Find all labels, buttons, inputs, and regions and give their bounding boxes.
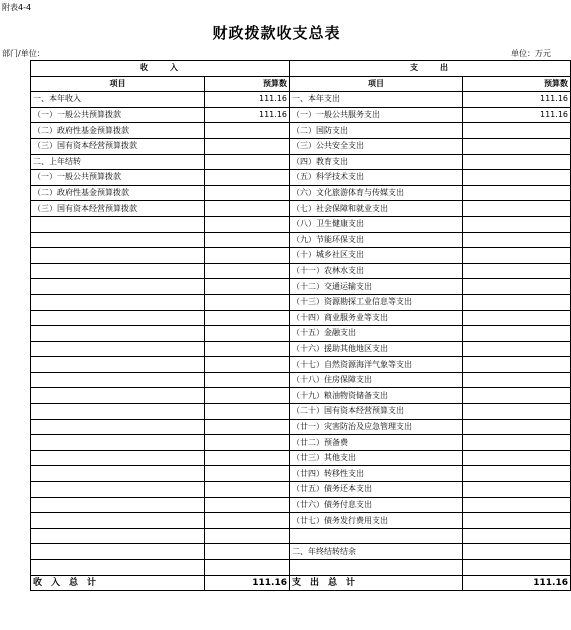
income-total-label: 收入总计	[31, 575, 205, 591]
expense-amount-cell	[463, 513, 571, 529]
income-amount-cell	[205, 123, 290, 139]
expense-amount-cell	[463, 294, 571, 310]
income-amount-cell	[205, 435, 290, 451]
expense-amount-cell	[463, 544, 571, 560]
income-amount-cell	[205, 341, 290, 357]
table-row	[31, 560, 571, 576]
table-row	[31, 248, 571, 264]
expense-item-cell: （十八）住房保障支出	[290, 372, 463, 388]
table-row	[31, 263, 571, 279]
expense-item-cell: （十一）农林水支出	[290, 263, 463, 279]
table-row	[31, 357, 571, 373]
table-row	[31, 138, 571, 154]
table-row	[31, 528, 571, 544]
expense-amount-cell	[463, 482, 571, 498]
income-amount-cell	[205, 201, 290, 217]
income-item-cell	[31, 497, 205, 513]
table-row	[31, 497, 571, 513]
table-row	[31, 466, 571, 482]
expense-item-cell	[290, 528, 463, 544]
income-amount-cell	[205, 170, 290, 186]
income-item-cell	[31, 310, 205, 326]
table-row	[31, 482, 571, 498]
table-row	[31, 388, 571, 404]
unit-label: 单位：万元	[511, 49, 551, 58]
expense-item-cell: （三）公共安全支出	[290, 138, 463, 154]
expense-amount-cell	[463, 326, 571, 342]
table-row	[31, 123, 571, 139]
table-row	[31, 201, 571, 217]
income-item-cell	[31, 326, 205, 342]
table-row	[31, 170, 571, 186]
income-amount-cell	[205, 450, 290, 466]
expense-item-cell: （十）城乡社区支出	[290, 248, 463, 264]
expense-total-amount: 111.16	[463, 575, 571, 591]
income-item-cell	[31, 435, 205, 451]
expense-item-cell: （十四）商业服务业等支出	[290, 310, 463, 326]
expense-amount-cell	[463, 419, 571, 435]
budget-table-body	[31, 61, 571, 591]
table-row	[31, 92, 571, 108]
expense-amount-header: 预算数	[463, 76, 571, 92]
income-amount-cell	[205, 232, 290, 248]
income-item-cell	[31, 528, 205, 544]
income-amount-cell	[205, 185, 290, 201]
income-item-cell: （二）政府性基金预算拨款	[31, 123, 205, 139]
group-header-row	[31, 61, 571, 77]
expense-amount-cell	[463, 404, 571, 420]
income-amount-cell: 111.16	[205, 107, 290, 123]
table-row	[31, 310, 571, 326]
table-row	[31, 341, 571, 357]
income-item-cell	[31, 513, 205, 529]
table-row	[31, 185, 571, 201]
budget-table	[30, 60, 571, 591]
expense-group-header: 支 出	[290, 61, 571, 77]
expense-amount-cell	[463, 263, 571, 279]
expense-amount-cell	[463, 154, 571, 170]
income-item-header: 项目	[31, 76, 205, 92]
table-row	[31, 294, 571, 310]
expense-amount-cell: 111.16	[463, 107, 571, 123]
income-amount-cell	[205, 154, 290, 170]
table-row	[31, 279, 571, 295]
income-item-cell	[31, 294, 205, 310]
income-amount-cell	[205, 138, 290, 154]
expense-item-cell: （廿四）转移性支出	[290, 466, 463, 482]
table-row	[31, 232, 571, 248]
expense-item-cell: 二、年终结转结余	[290, 544, 463, 560]
expense-amount-cell	[463, 216, 571, 232]
income-amount-cell	[205, 482, 290, 498]
income-item-cell	[31, 357, 205, 373]
income-amount-cell	[205, 419, 290, 435]
income-amount-cell	[205, 216, 290, 232]
income-item-cell: （二）政府性基金预算拨款	[31, 185, 205, 201]
table-row	[31, 419, 571, 435]
expense-item-cell: （十二）交通运输支出	[290, 279, 463, 295]
table-row	[31, 326, 571, 342]
income-amount-cell	[205, 497, 290, 513]
table-row	[31, 450, 571, 466]
income-item-cell	[31, 341, 205, 357]
expense-item-cell: （二）国防支出	[290, 123, 463, 139]
expense-item-cell: 一、本年支出	[290, 92, 463, 108]
expense-amount-cell	[463, 466, 571, 482]
table-row	[31, 544, 571, 560]
income-item-cell: （三）国有资本经营预算拨款	[31, 201, 205, 217]
expense-amount-cell	[463, 185, 571, 201]
expense-item-cell: （一）一般公共服务支出	[290, 107, 463, 123]
expense-amount-cell	[463, 357, 571, 373]
expense-item-cell: （廿二）预备费	[290, 435, 463, 451]
income-amount-cell	[205, 310, 290, 326]
income-item-cell: 一、本年收入	[31, 92, 205, 108]
income-amount-cell	[205, 372, 290, 388]
expense-amount-cell	[463, 123, 571, 139]
income-item-cell	[31, 279, 205, 295]
expense-item-cell	[290, 560, 463, 576]
expense-amount-cell	[463, 201, 571, 217]
expense-amount-cell	[463, 341, 571, 357]
income-amount-cell	[205, 404, 290, 420]
income-item-cell: （一）一般公共预算拨款	[31, 170, 205, 186]
table-row	[31, 435, 571, 451]
table-row	[31, 107, 571, 123]
column-header-row	[31, 76, 571, 92]
expense-item-cell: （廿六）债务付息支出	[290, 497, 463, 513]
expense-item-header: 项目	[290, 76, 463, 92]
income-amount-cell	[205, 528, 290, 544]
expense-item-cell: （六）文化旅游体育与传媒支出	[290, 185, 463, 201]
income-amount-cell: 111.16	[205, 92, 290, 108]
income-amount-cell	[205, 388, 290, 404]
table-row	[31, 154, 571, 170]
income-item-cell	[31, 388, 205, 404]
table-row	[31, 372, 571, 388]
expense-item-cell: （十九）粮油物资储备支出	[290, 388, 463, 404]
expense-item-cell: （七）社会保障和就业支出	[290, 201, 463, 217]
page-title: 财政拨款收支总表	[212, 24, 341, 42]
total-row	[31, 575, 571, 591]
expense-item-cell: （廿五）债务还本支出	[290, 482, 463, 498]
income-amount-cell	[205, 560, 290, 576]
expense-item-cell: （十六）援助其他地区支出	[290, 341, 463, 357]
expense-amount-cell	[463, 435, 571, 451]
income-group-header: 收 入	[31, 61, 290, 77]
income-amount-header: 预算数	[205, 76, 290, 92]
income-item-cell	[31, 263, 205, 279]
expense-item-cell: （五）科学技术支出	[290, 170, 463, 186]
income-amount-cell	[205, 263, 290, 279]
expense-amount-cell	[463, 372, 571, 388]
expense-item-cell: （廿三）其他支出	[290, 450, 463, 466]
expense-amount-cell	[463, 450, 571, 466]
income-item-cell	[31, 544, 205, 560]
department-label: 部门/单位：	[2, 49, 45, 58]
expense-item-cell: （九）节能环保支出	[290, 232, 463, 248]
expense-item-cell: （十五）金融支出	[290, 326, 463, 342]
expense-item-cell: （廿七）债务发行费用支出	[290, 513, 463, 529]
income-amount-cell	[205, 513, 290, 529]
expense-item-cell: （四）教育支出	[290, 154, 463, 170]
table-row	[31, 404, 571, 420]
income-amount-cell	[205, 326, 290, 342]
expense-amount-cell: 111.16	[463, 92, 571, 108]
income-item-cell	[31, 404, 205, 420]
income-amount-cell	[205, 357, 290, 373]
income-item-cell: （三）国有资本经营预算拨款	[31, 138, 205, 154]
table-row	[31, 513, 571, 529]
expense-amount-cell	[463, 170, 571, 186]
income-amount-cell	[205, 279, 290, 295]
income-item-cell	[31, 216, 205, 232]
income-total-amount: 111.16	[205, 575, 290, 591]
income-item-cell	[31, 232, 205, 248]
income-amount-cell	[205, 294, 290, 310]
income-amount-cell	[205, 544, 290, 560]
income-item-cell	[31, 450, 205, 466]
income-item-cell: （一）一般公共预算拨款	[31, 107, 205, 123]
income-item-cell	[31, 482, 205, 498]
income-item-cell	[31, 560, 205, 576]
income-amount-cell	[205, 466, 290, 482]
income-item-cell	[31, 372, 205, 388]
expense-amount-cell	[463, 248, 571, 264]
expense-amount-cell	[463, 138, 571, 154]
expense-amount-cell	[463, 528, 571, 544]
expense-item-cell: （二十）国有资本经营预算支出	[290, 404, 463, 420]
expense-amount-cell	[463, 560, 571, 576]
income-amount-cell	[205, 248, 290, 264]
expense-amount-cell	[463, 279, 571, 295]
table-row	[31, 216, 571, 232]
expense-total-label: 支出总计	[290, 575, 463, 591]
attachment-label: 附表4-4	[2, 3, 32, 12]
expense-item-cell: （廿一）灾害防治及应急管理支出	[290, 419, 463, 435]
expense-item-cell: （八）卫生健康支出	[290, 216, 463, 232]
income-item-cell	[31, 466, 205, 482]
expense-amount-cell	[463, 388, 571, 404]
expense-amount-cell	[463, 232, 571, 248]
expense-item-cell: （十三）资源勘探工业信息等支出	[290, 294, 463, 310]
income-item-cell	[31, 419, 205, 435]
expense-item-cell: （十七）自然资源海洋气象等支出	[290, 357, 463, 373]
expense-amount-cell	[463, 497, 571, 513]
income-item-cell	[31, 248, 205, 264]
income-item-cell: 二、上年结转	[31, 154, 205, 170]
expense-amount-cell	[463, 310, 571, 326]
